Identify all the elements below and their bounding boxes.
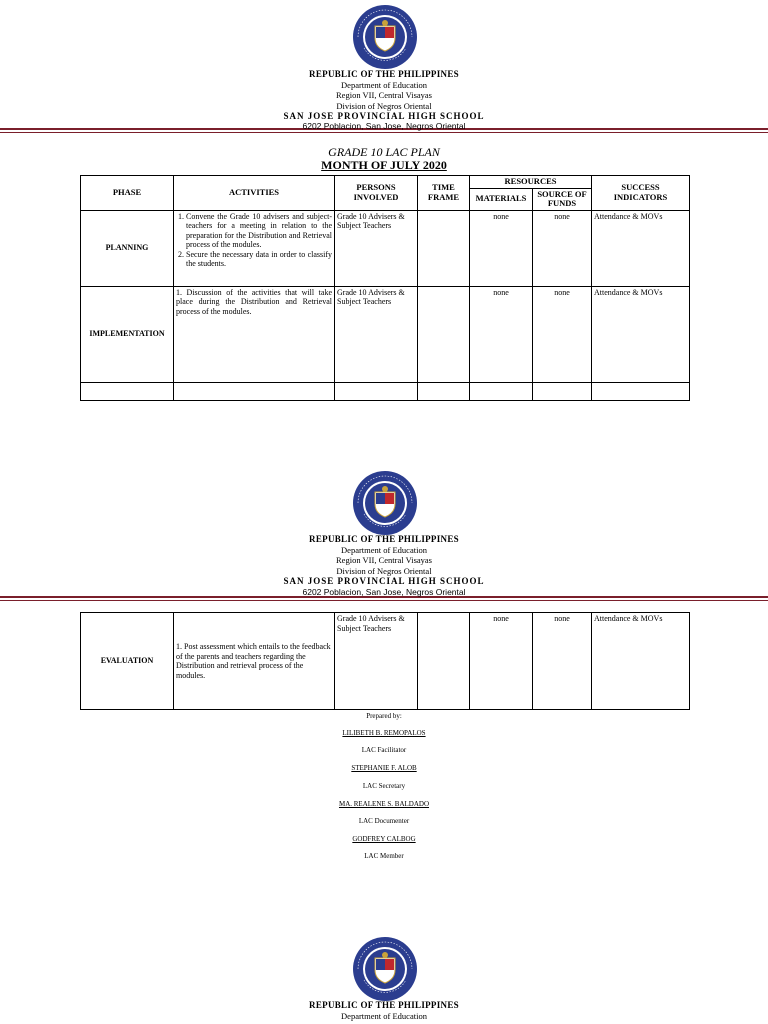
empty-cell: [592, 382, 690, 400]
letterhead: [0, 1000, 768, 1021]
empty-cell: [533, 382, 592, 400]
materials-cell: none: [470, 613, 533, 710]
activities-cell: 1. Discussion of the activities that will take place during the Distribution and Retrieval process of the modules.: [174, 286, 335, 382]
source-cell: none: [533, 613, 592, 710]
prepared-by-label: Prepared by:: [366, 712, 402, 720]
list-item: 2. Secure the necessary data in order to classify the students.: [186, 250, 332, 269]
time-cell: [418, 286, 470, 382]
department-line: Department of Education: [341, 1010, 427, 1021]
plan-title: GRADE 10 LAC PLAN: [328, 145, 440, 159]
activities-list: [176, 212, 332, 269]
empty-cell: [418, 382, 470, 400]
signatory-role: LAC Documenter: [358, 817, 410, 825]
division-line: Division of Negros Oriental: [336, 100, 432, 111]
source-cell: none: [533, 210, 592, 286]
department-line: Department of Education: [341, 544, 427, 555]
region-line: Region VII, Central Visayas: [336, 555, 432, 565]
school-name: SAN JOSE PROVINCIAL HIGH SCHOOL: [283, 576, 485, 586]
persons-cell: Grade 10 Advisers & Subject Teachers: [335, 286, 418, 382]
indicators-cell: Attendance & MOVs: [592, 210, 690, 286]
empty-cell: [470, 382, 533, 400]
table-row: [81, 286, 690, 382]
indicators-cell: Attendance & MOVs: [592, 286, 690, 382]
list-item: 1. Convene the Grade 10 advisers and subject-teachers for a meeting in relation to the preparation for the Distribution and Retrieval process of the modules.: [186, 212, 332, 250]
time-cell: [418, 613, 470, 710]
empty-cell: [81, 382, 174, 400]
col-materials: MATERIALS: [470, 188, 533, 210]
signatory-name: MA. REALENE S. BALDADO: [338, 800, 430, 808]
lac-plan-table-continued: [80, 612, 690, 710]
materials-cell: none: [470, 210, 533, 286]
school-address: 6202 Poblacion, San Jose, Negros Oriental: [302, 587, 466, 597]
school-name: SAN JOSE PROVINCIAL HIGH SCHOOL: [283, 111, 485, 121]
table-row: [81, 210, 690, 286]
department-line: Department of Education: [341, 79, 427, 90]
deped-seal-icon: [352, 4, 418, 70]
activities-cell: [174, 210, 335, 286]
source-cell: none: [533, 286, 592, 382]
phase-cell: PLANNING: [81, 210, 174, 286]
col-time: TIME FRAME: [418, 176, 470, 211]
signatory-name: GODFREY CALBOG: [352, 835, 416, 843]
lac-plan-table: [80, 175, 690, 401]
empty-cell: [174, 382, 335, 400]
signatory-role: LAC Facilitator: [361, 746, 407, 754]
signatory-role: LAC Member: [364, 852, 404, 860]
signatory-name: LILIBETH B. REMOPALOS: [342, 729, 426, 737]
republic-line: REPUBLIC OF THE PHILIPPINES: [309, 69, 459, 79]
col-resources: RESOURCES: [470, 176, 592, 189]
region-line: Region VII, Central Visayas: [336, 90, 432, 100]
school-address: 6202 Poblacion, San Jose, Negros Oriental: [302, 121, 466, 131]
republic-line: REPUBLIC OF THE PHILIPPINES: [309, 1000, 459, 1010]
table-row: [81, 613, 690, 710]
col-phase: PHASE: [81, 176, 174, 211]
signatory-name: STEPHANIE F. ALOB: [351, 764, 417, 772]
col-persons: PERSONS INVOLVED: [335, 176, 418, 211]
table-row: [81, 382, 690, 400]
time-cell: [418, 210, 470, 286]
signatory-role: LAC Secretary: [362, 782, 406, 790]
plan-month: MONTH OF JULY 2020: [321, 158, 447, 172]
col-activities: ACTIVITIES: [174, 176, 335, 211]
deped-seal-icon: [352, 470, 418, 536]
activities-cell: 1. Post assessment which entails to the feedback of the parents and teachers regarding the Distribution and retrieval process of the modules.: [174, 613, 335, 710]
phase-cell: EVALUATION: [81, 613, 174, 710]
persons-cell: Grade 10 Advisers & Subject Teachers: [335, 613, 418, 710]
republic-line: REPUBLIC OF THE PHILIPPINES: [309, 534, 459, 544]
address-wrap: [0, 587, 768, 598]
table-header-row: [81, 176, 690, 189]
address-wrap: [0, 121, 768, 132]
empty-cell: [335, 382, 418, 400]
deped-seal-icon: [352, 936, 418, 1002]
plan-titles: [0, 145, 768, 172]
col-source: SOURCE OF FUNDS: [533, 188, 592, 210]
materials-cell: none: [470, 286, 533, 382]
col-indicators: SUCCESS INDICATORS: [592, 176, 690, 211]
letterhead: [0, 69, 768, 122]
letterhead: [0, 534, 768, 587]
indicators-cell: Attendance & MOVs: [592, 613, 690, 710]
phase-cell: IMPLEMENTATION: [81, 286, 174, 382]
division-line: Division of Negros Oriental: [336, 565, 432, 576]
persons-cell: Grade 10 Advisers & Subject Teachers: [335, 210, 418, 286]
